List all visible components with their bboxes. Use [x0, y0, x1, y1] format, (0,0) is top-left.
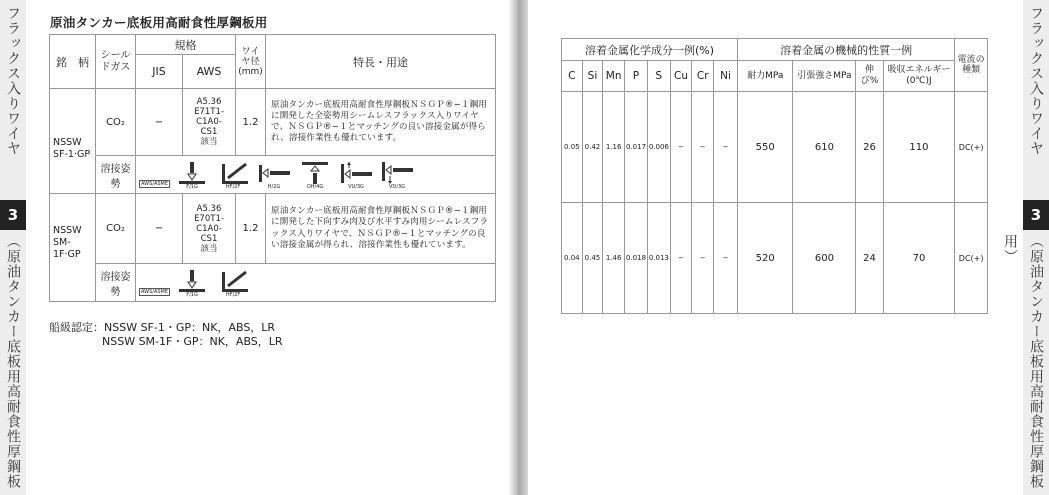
aws-line: 該当: [200, 137, 218, 147]
chem-group-header: 溶着金属化学成分一例(%): [562, 39, 738, 61]
chapter-number: 3: [1023, 200, 1049, 230]
col-c: C: [562, 61, 583, 92]
header-wire-dia: ワイヤ径(mm): [236, 35, 266, 89]
flat-position-icon: [175, 162, 209, 184]
aws-value: [183, 89, 236, 156]
header-spec: 規格: [136, 35, 236, 55]
book-gutter: [508, 0, 528, 495]
position-flat: F/1G: [173, 162, 211, 190]
aws-line: A5.36: [196, 203, 222, 214]
col-tensile: 引張強さMPa: [793, 61, 856, 92]
feature-text: 原油タンカー底板用高耐食性厚鋼板ＮＳＧＰ®−１鋼用に開発した全姿勢用シームレスフラックス入りワイヤで、ＮＳＧＰ®−１とマッチングの良い溶接金属が得られ、溶接作業性も優れています。: [266, 89, 496, 156]
table-row: 0.04 0.45 1.46 0.018 0.013 − − − 520 600 24 70 DC(+): [562, 203, 988, 314]
aws-line: C1A0-: [196, 117, 222, 127]
aws-line: E70T1-: [194, 213, 224, 224]
welding-position-label: 溶接姿勢: [96, 156, 136, 194]
side-tab-title: フラックス入りワイヤ: [5, 6, 21, 156]
position-flat: F/1G: [173, 270, 211, 298]
position-overhead: OH/4G: [296, 162, 334, 190]
feature-text: 原油タンカー底板用高耐食性厚鋼板ＮＳＧＰ®−１鋼用に開発した下向すみ肉及び水平すみ肉用シームレスフラックス入りワイヤで、ＮＳＧＰ®−１とマッチングの良い溶接金属が得られ、溶接作業性も優れています。: [266, 194, 496, 264]
welding-positions: [136, 264, 496, 302]
side-tab-subtitle: （原油タンカー底板用高耐食性厚鋼板: [5, 234, 21, 489]
standard-box: AWS/ASME: [141, 180, 169, 187]
col-p: P: [625, 61, 648, 92]
header-shield-gas: シールドガス: [96, 35, 136, 89]
welding-positions: [136, 156, 496, 194]
certification-line: 船級認定：NSSW SF-1・GP：NK，ABS，LR: [49, 321, 276, 334]
weld-metal-properties-table: [561, 38, 988, 314]
standard-box: AWS/ASME: [141, 288, 169, 295]
col-yield: 耐力MPa: [738, 61, 793, 92]
welding-position-label: 溶接姿勢: [96, 264, 136, 302]
table-row: 0.05 0.42 1.16 0.017 0.006 − − − 550 610 26 110 DC(+): [562, 92, 988, 203]
aws-line: CS1: [200, 233, 218, 244]
current-type-header: 電流の種類: [955, 39, 988, 92]
col-si: Si: [582, 61, 603, 92]
jis-value: −: [136, 194, 183, 264]
aws-line: E71T1-: [194, 107, 224, 117]
position-vertical-down: VD/3G: [378, 162, 416, 190]
position-horizontal-fillet: HF/2F: [214, 270, 252, 298]
col-cu: Cu: [670, 61, 692, 92]
horizontal-fillet-icon: [216, 162, 250, 184]
page-title: 原油タンカー底板用高耐食性厚鋼板用: [50, 15, 268, 30]
vertical-down-icon: [380, 162, 414, 184]
aws-line: 該当: [200, 243, 218, 254]
header-jis: JIS: [136, 55, 183, 89]
aws-line: C1A0-: [196, 223, 222, 234]
right-side-tab: [1002, 0, 1049, 495]
position-horizontal: H/2G: [255, 162, 293, 190]
aws-value: [183, 194, 236, 264]
wire-dia-value: 1.2: [236, 89, 266, 156]
col-cr: Cr: [692, 61, 714, 92]
left-side-tab: [0, 0, 26, 495]
col-elongation: 伸び%: [856, 61, 883, 92]
mech-group-header: 溶着金属の機械的性質一例: [738, 39, 955, 61]
position-vertical-up: VU/3G: [337, 162, 375, 190]
position-horizontal-fillet: HF/2F: [214, 162, 252, 190]
class-certification: [49, 321, 283, 349]
product-brand: NSSW SF-1·GP: [50, 89, 96, 194]
col-mn: Mn: [603, 61, 625, 92]
header-features: 特長・用途: [266, 35, 496, 89]
product-brand: NSSW SM-1F·GP: [50, 194, 96, 302]
overhead-position-icon: [298, 162, 332, 184]
shield-gas-value: CO₂: [96, 194, 136, 264]
col-impact: 吸収エネルギー(0℃)J: [883, 61, 955, 92]
aws-line: CS1: [200, 127, 218, 137]
header-aws: AWS: [183, 55, 236, 89]
aws-line: A5.36: [196, 97, 222, 107]
product-spec-table: [49, 34, 496, 302]
horizontal-fillet-icon: [216, 270, 250, 292]
wire-dia-value: 1.2: [236, 194, 266, 264]
certification-line: NSSW SM-1F・GP：NK，ABS，LR: [102, 335, 283, 348]
header-brand: 銘 柄: [50, 35, 96, 89]
side-tab-subtitle: （原油タンカー底板用高耐食性厚鋼板用）: [1002, 234, 1044, 489]
col-s: S: [647, 61, 670, 92]
chapter-number: 3: [0, 200, 26, 230]
vertical-up-icon: [339, 162, 373, 184]
jis-value: −: [136, 89, 183, 156]
col-ni: Ni: [714, 61, 738, 92]
side-tab-title: フラックス入りワイヤ: [1028, 6, 1044, 156]
flat-position-icon: [175, 270, 209, 292]
shield-gas-value: CO₂: [96, 89, 136, 156]
horizontal-position-icon: [257, 162, 291, 184]
